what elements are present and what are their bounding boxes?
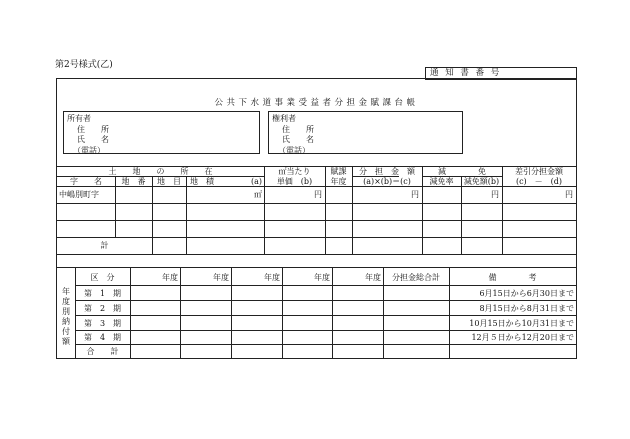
rights-phone-label: （電話） [278, 145, 310, 155]
period-4-remarks: 12月５日から12月20日まで [471, 333, 574, 342]
period-2-remarks: 8月15日から8月31日まで [479, 304, 574, 313]
header-unit-price-2: 単価 (b) [276, 177, 313, 186]
period-total-label: 合 計 [86, 347, 119, 356]
header-chiseki: 地 積 [190, 177, 214, 186]
header-land-location: 土 地 の 所 在 [108, 167, 213, 176]
header-amount-2: (a)×(b)＝(c) [363, 177, 411, 186]
schedule-header-year-1: 年度 [162, 273, 178, 282]
owner-address-label: 住 所 [77, 124, 109, 134]
owner-phone-label: （電話） [73, 145, 105, 155]
schedule-header-year-5: 年度 [365, 273, 381, 282]
header-chiban: 地 番 [121, 177, 146, 186]
row1-aza: 中嶋別町字 [59, 190, 99, 199]
header-aza: 字 名 [70, 177, 102, 186]
rights-address-label: 住 所 [282, 124, 314, 134]
header-unit-price-1: ㎡当たり [278, 167, 311, 176]
period-2-label: 第 2 期 [83, 304, 122, 313]
schedule-side-label: 年度別納付額 [62, 287, 70, 346]
schedule-header-year-3: 年度 [264, 273, 280, 282]
schedule-header-total: 分担金総合計 [392, 273, 440, 282]
notice-number-label: 通 知 書 番 号 [430, 68, 502, 78]
rights-title: 権利者 [272, 114, 296, 123]
owner-name-label: 氏 名 [77, 135, 109, 144]
period-1-label: 第 1 期 [83, 289, 122, 298]
row1-unit-yen-exempt: 円 [491, 190, 499, 199]
row1-unit-yen-amount: 円 [411, 190, 419, 199]
schedule-header-remarks: 備 考 [488, 273, 537, 282]
period-1-remarks: 6月15日から6月30日まで [479, 289, 574, 298]
form-id: 第2号様式(乙) [55, 60, 113, 70]
period-3-remarks: 10月15日から10月31日まで [469, 319, 574, 328]
header-exemption-rate: 減免率 [429, 177, 454, 186]
schedule-header-kubun: 区 分 [90, 273, 115, 282]
header-exemption-amount: 減免額(b) [463, 177, 500, 186]
period-4-label: 第 4 期 [83, 333, 122, 342]
header-chimoku: 地 目 [157, 177, 181, 186]
header-year-1: 賦課 [330, 167, 347, 176]
header-amount-1: 分 担 金 額 [359, 167, 415, 176]
rights-name-label: 氏 名 [282, 135, 314, 144]
row1-unit-yen-price: 円 [314, 190, 322, 199]
header-net-amount-2: (c) － (d) [515, 177, 563, 186]
header-exemption: 減 免 [438, 167, 486, 176]
schedule-header-year-4: 年度 [314, 273, 330, 282]
row1-unit-yen-net: 円 [565, 190, 573, 199]
period-3-label: 第 3 期 [83, 319, 122, 328]
header-year-2: 年度 [330, 177, 347, 186]
header-a: (a) [250, 177, 262, 186]
rights-holder-box[interactable] [268, 111, 463, 154]
ledger-form [56, 78, 577, 359]
owner-box[interactable] [63, 111, 260, 154]
row1-unit-m2: ㎡ [254, 190, 262, 199]
form-title: 公共下水道事業受益者分担金賦課台帳 [214, 98, 419, 108]
total-label: 計 [100, 241, 109, 250]
schedule-header-year-2: 年度 [213, 273, 229, 282]
owner-title: 所有者 [67, 114, 91, 123]
header-net-amount-1: 差引分担金額 [515, 167, 563, 176]
